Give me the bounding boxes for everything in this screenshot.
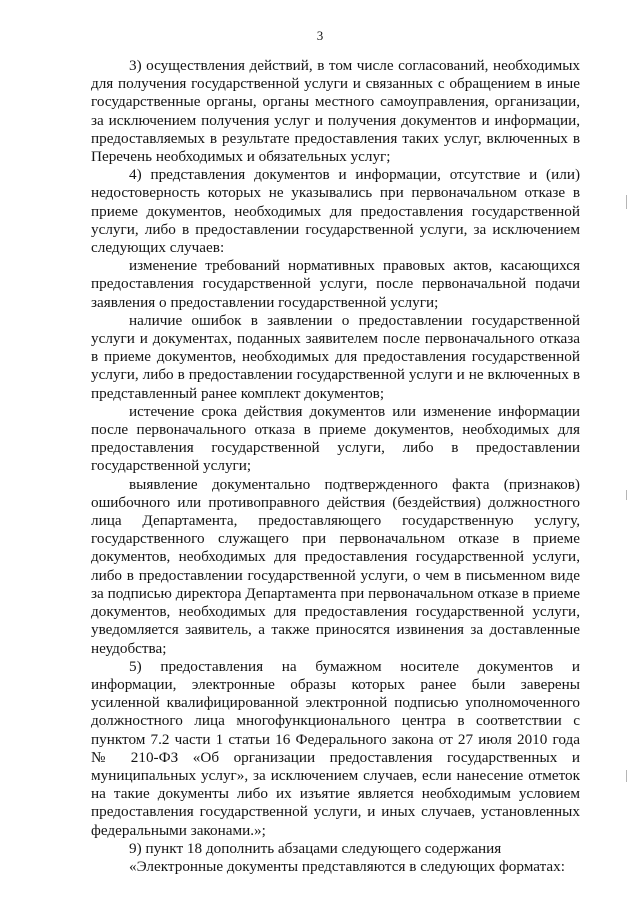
paragraph-exception-misconduct: выявление документально подтвержденного факта (признаков) ошибочного или противоправного действия (бездействия) должностного лица Департамента, предоставляющего государственную услугу, государственного служащего при первоначальном отказе в приеме документов, необходимых для предоставления государственной услуги, либо в предоставлении государственной услуги, о чем в письменном виде за подписью директора Департамента при первоначальном отказе в приеме документов, необходимых для предоставления государственной услуги, уведомляется заявитель, а также приносятся извинения за доставленные неудобства; [91,475,580,657]
paragraph-item-9: 9) пункт 18 дополнить абзацами следующего содержания [129,839,502,857]
paragraph-item-3: 3) осуществления действий, в том числе согласований, необходимых для получения государственной услуги и связанных с обращением в иные государственные органы, органы местного самоуправления, организации, за исключением получения услуг и получения документов и информации, предоставляемых в результате предоставления таких услуг, включенных в Перечень необходимых и обязательных услуг; [91,57,580,166]
paragraph-electronic-formats: «Электронные документы представляются в следующих форматах: [129,857,565,875]
scan-edge-mark [626,195,627,209]
paragraph-item-4: 4) представления документов и информации, отсутствие и (или) недостоверность которых не указывались при первоначальном отказе в приеме документов, необходимых для предоставления государственной услуги, либо в предоставлении государственной услуги, за исключением следующих случаев: [91,166,580,257]
paragraph-item-5: 5) предоставления на бумажном носителе документов и информации, электронные образы которых ранее были заверены усиленной квалифицированной электронной подписью уполномоченного должностного лица многофункционального центра в соответствии с пунктом 7.2 части 1 статьи 16 Федерального закона от 27 июля 2010 года № 210-ФЗ «Об организации предоставления государственных и муниципальных услуг», за исключением случаев, если нанесение отметок на такие документы либо их изъятие является необходимым условием предоставления государственной услуги, и иных случаев, установленных федеральными законами.»; [91,657,580,839]
scan-edge-mark [626,770,627,782]
page-number: 3 [316,28,324,43]
paragraph-exception-regulation-change: изменение требований нормативных правовых актов, касающихся предоставления государственной услуги, после первоначальной подачи заявления о предоставлении государственной услуги; [91,257,580,311]
scan-edge-mark [626,490,627,500]
paragraph-exception-expiry: истечение срока действия документов или изменение информации после первоначального отказа в приеме документов, необходимых для предоставления государственной услуги, либо в предоставлении государственной услуги; [91,402,580,475]
document-body [91,57,580,876]
paragraph-exception-errors: наличие ошибок в заявлении о предоставлении государственной услуги и документах, поданных заявителем после первоначального отказа в приеме документов, необходимых для предоставления государственной услуги, либо в предоставлении государственной услуги и не включенных в представленный ранее комплект документов; [91,311,580,402]
